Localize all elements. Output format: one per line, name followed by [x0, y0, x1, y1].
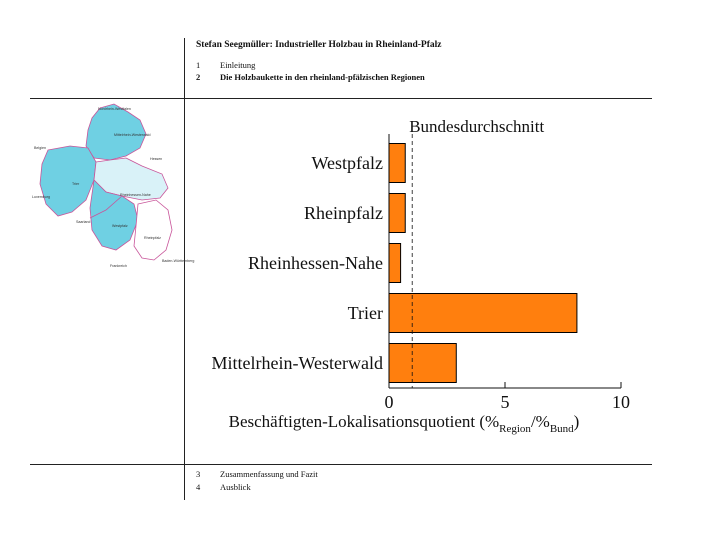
footer-divider — [30, 464, 652, 465]
map-label: Belgien — [34, 146, 46, 150]
chart-category-labels — [212, 153, 384, 373]
bar-mittelrhein-westerwald — [389, 344, 456, 383]
toc-item-number: 2 — [196, 72, 201, 82]
map-label: Rheinpfalz — [144, 236, 161, 240]
toc-item-number: 3 — [196, 469, 201, 479]
x-tick-label: 0 — [384, 392, 394, 412]
map-label: Frankreich — [110, 264, 127, 268]
toc-item-1[interactable] — [196, 60, 255, 70]
toc-item-label: Zusammenfassung und Fazit — [220, 469, 318, 479]
x-axis-label-sub-bund: Bund — [549, 423, 574, 435]
category-label: Rheinhessen-Nahe — [248, 253, 383, 273]
x-axis-label-main: Beschäftigten-Lokalisationsquotient (% — [228, 412, 500, 431]
map-label: Baden-Württemberg — [162, 259, 195, 263]
bar-westpfalz — [389, 144, 405, 183]
map-label: Westpfalz — [112, 224, 128, 228]
x-axis-label-mid: /% — [530, 412, 550, 431]
region-map — [30, 100, 195, 275]
category-label: Mittelrhein-Westerwald — [211, 353, 383, 373]
reference-line-label: Bundesdurchschnitt — [409, 117, 545, 136]
toc-item-4[interactable] — [196, 482, 251, 492]
map-label: Hessen — [150, 157, 163, 161]
header-divider — [30, 98, 652, 99]
map-label: Luxemburg — [32, 195, 50, 199]
toc-item-number: 1 — [196, 60, 201, 70]
bar-rheinpfalz — [389, 194, 405, 233]
x-tick-label: 5 — [500, 392, 510, 412]
map-label: Saarland — [76, 220, 91, 224]
x-axis-label-end: ) — [573, 412, 580, 431]
category-label: Westpfalz — [311, 153, 383, 173]
x-axis-label — [229, 412, 580, 435]
category-label: Rheinpfalz — [304, 203, 383, 223]
bar-rheinhessen-nahe — [389, 244, 401, 283]
map-label: Rheinhessen-Nahe — [120, 193, 151, 197]
map-region-trier — [40, 146, 96, 216]
toc-item-3[interactable] — [196, 469, 318, 479]
rlp-map-graphic — [30, 100, 195, 275]
bar-chart — [186, 118, 646, 438]
map-label: Nordrhein-Westfalen — [98, 107, 131, 111]
x-axis-label-sub-region: Region — [499, 423, 531, 435]
map-label: Mittelrhein-Westerwald — [114, 133, 151, 137]
toc-item-label: Die Holzbaukette in den rheinland-pfälzischen Regionen — [220, 72, 425, 82]
map-region-mittelrhein-westerwald — [86, 104, 146, 160]
map-label: Trier — [72, 182, 80, 186]
bar-trier — [389, 294, 577, 333]
toc-item-label: Ausblick — [220, 482, 251, 492]
left-vertical-rule — [184, 38, 185, 500]
category-label: Trier — [347, 303, 383, 323]
chart-bars — [389, 144, 577, 383]
toc-item-2[interactable] — [196, 72, 425, 82]
map-region-rheinpfalz — [134, 200, 172, 260]
toc-item-number: 4 — [196, 482, 201, 492]
toc-item-label: Einleitung — [220, 60, 256, 70]
page-title: Stefan Seegmüller: Industrieller Holzbau in Rheinland-Pfalz — [196, 40, 442, 50]
x-tick-label: 10 — [612, 392, 630, 412]
